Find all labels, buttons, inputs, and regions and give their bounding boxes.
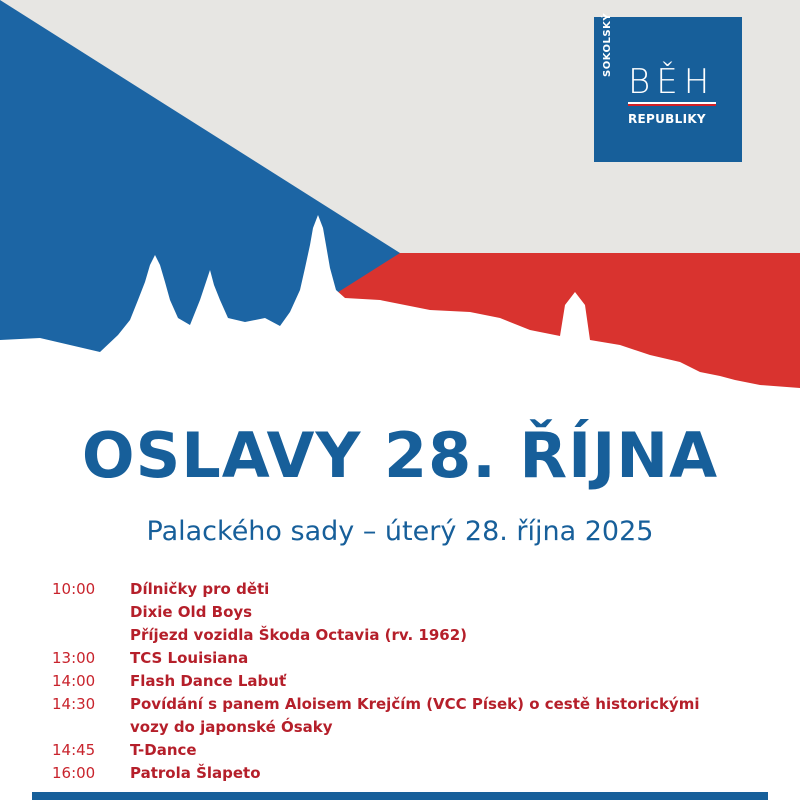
schedule-row [52, 670, 772, 693]
schedule-item: Flash Dance Labuť [130, 672, 287, 690]
schedule-time: 14:45 [52, 741, 96, 759]
schedule-row [52, 647, 772, 670]
schedule-list [52, 578, 772, 785]
logo-sokolsky-text: SOKOLSKÝ [602, 12, 613, 77]
event-title: OSLAVY 28. ŘÍJNA [81, 419, 719, 492]
schedule-row [52, 693, 772, 739]
schedule-item: T-Dance [130, 741, 197, 759]
schedule-time: 14:00 [52, 672, 96, 690]
schedule-item: Dílničky pro děti [130, 580, 270, 598]
schedule-row [52, 739, 772, 762]
schedule-item: Příjezd vozidla Škoda Octavia (rv. 1962) [130, 626, 468, 644]
event-subtitle: Palackého sady – úterý 28. října 2025 [146, 516, 654, 547]
logo-beh-text: BĚH [628, 62, 716, 102]
schedule-time: 10:00 [52, 580, 96, 598]
bottom-blue-bar [32, 792, 768, 800]
schedule-item: Povídání s panem Aloisem Krejčím (VCC Písek) o cestě historickými [130, 695, 700, 713]
schedule-row [52, 578, 772, 647]
logo-republiky-text: REPUBLIKY [628, 112, 706, 126]
schedule-item: TCS Louisiana [130, 649, 249, 667]
sokolsky-beh-republiky-logo [594, 12, 742, 162]
schedule-time: 14:30 [52, 695, 96, 713]
schedule-time: 13:00 [52, 649, 96, 667]
schedule-time: 16:00 [52, 764, 96, 782]
schedule-item: vozy do japonské Ósaky [130, 718, 333, 736]
schedule-item: Dixie Old Boys [130, 603, 253, 621]
logo-tricolor-stripe [628, 102, 716, 106]
schedule-item: Patrola Šlapeto [130, 764, 261, 782]
schedule-row [52, 762, 772, 785]
